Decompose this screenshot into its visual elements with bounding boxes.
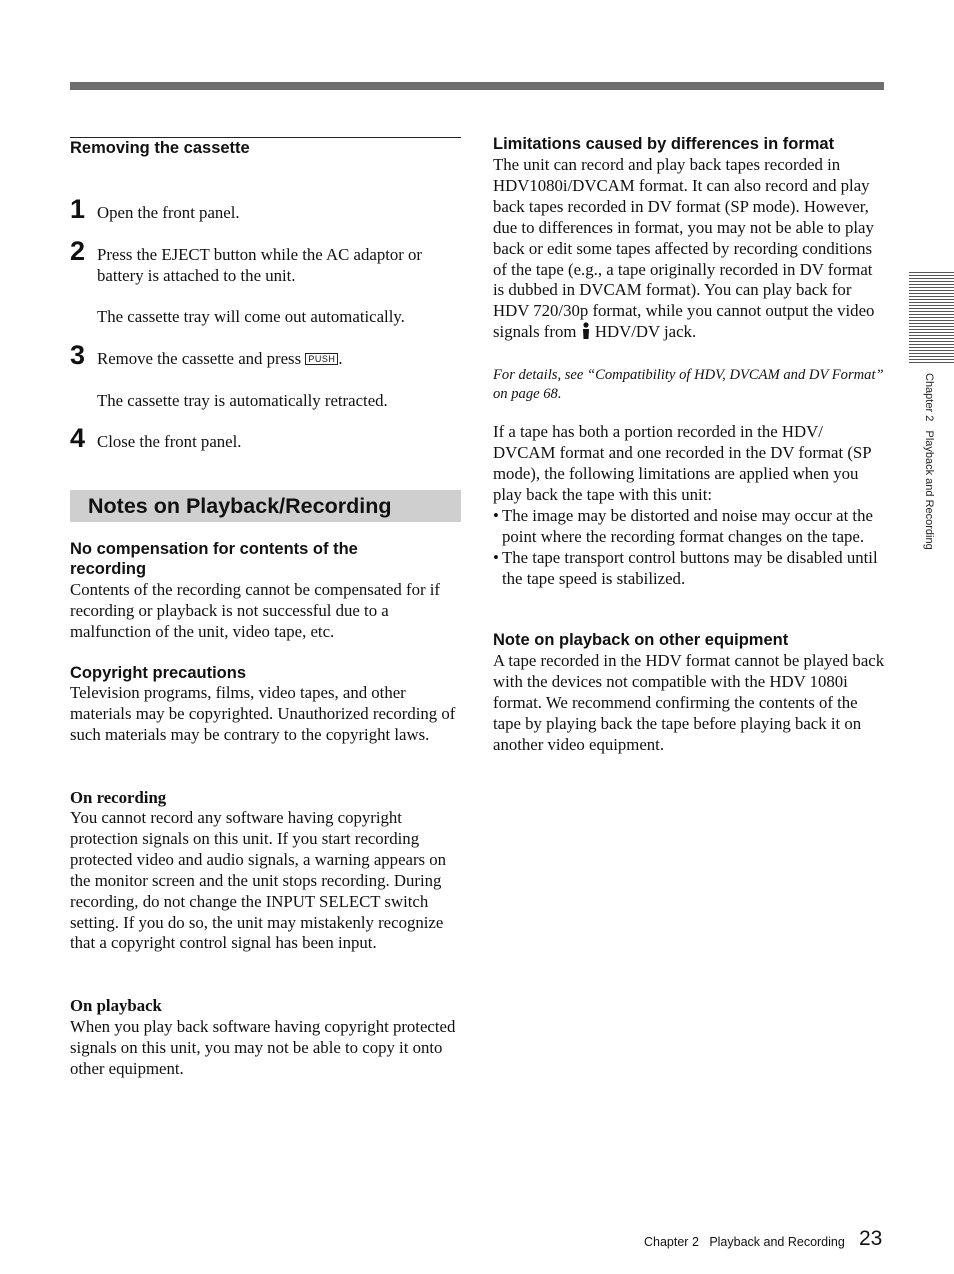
list-item: [493, 506, 878, 548]
bullet-icon: •: [493, 506, 499, 525]
limitations-text: [493, 155, 885, 343]
notes-section-title: Notes on Playback/Recording: [88, 494, 392, 518]
page-number: 23: [859, 1227, 883, 1250]
chapter-tab-stripes: [909, 272, 954, 364]
bullet-text-2: The tape transport control buttons may be disabled until the tape speed is stabilized.: [502, 547, 878, 588]
other-equipment-text: A tape recorded in the HDV format cannot be played back with the devices not compatible with the HDV 1080i format. We recommend confirming the contents of the tape by playing back the tape before playing back it on another video equipment.: [493, 651, 885, 754]
step-3-text-before: Remove the cassette and press: [97, 349, 302, 368]
on-playback-heading: On playback: [70, 996, 162, 1015]
step-number-3: 3: [70, 340, 86, 370]
limitations-heading: Limitations caused by differences in format: [493, 135, 835, 153]
limitations-text-part-1: The unit can record and play back tapes recorded in HDV1080i/DVCAM format. It can also record and play back tapes recorded in DV format (SP mode). However, due to differences in format, you may not be able to play back or edit some tapes affected by recording conditions of the tape (e.g., a tape originally recorded in DV format is dubbed in DVCAM format). You can play back for HDV 720/30p format, while you cannot output the video signals from: [493, 155, 875, 342]
on-recording-heading: On recording: [70, 788, 167, 807]
limitations-reference: For details, see “Compatibility of HDV, DVCAM and DV Format” on page 68.: [493, 367, 884, 402]
chapter-side-tab: Chapter 2 Playback and Recording: [923, 373, 935, 550]
mixed-format-text: If a tape has both a portion recorded in the HDV/ DVCAM format and one recorded in the DV format (SP mode), the following limitations are applied when you play back the tape with this unit:: [493, 422, 871, 504]
i-link-icon: [581, 322, 591, 340]
copyright-heading: Copyright precautions: [70, 664, 247, 682]
on-recording-text: You cannot record any software having copyright protection signals on this unit. If you start recording protected video and audio signals, a warning appears on the monitor screen and the unit stops recording. During recording, do not change the INPUT SELECT switch setting. If you do so, the unit may mistakenly recognize that a copyright control signal has been input.: [70, 808, 447, 953]
step-number-2: 2: [70, 236, 86, 266]
copyright-text: Television programs, films, video tapes, and other materials may be copyrighted. Unauthorized recording of such materials may be contrary to the copyright laws.: [70, 683, 456, 744]
on-playback-text: When you play back software having copyright protected signals on this unit, you may not be able to copy it onto other equipment.: [70, 1017, 456, 1078]
step-3-text-after: .: [338, 349, 343, 368]
limitations-text-part-2: HDV/DV jack.: [594, 322, 697, 342]
notes-section-banner: [70, 490, 461, 522]
step-2-note: The cassette tray will come out automatically.: [97, 307, 405, 326]
step-3-note: The cassette tray is automatically retracted.: [97, 391, 388, 410]
bullet-text-1: The image may be distorted and noise may occur at the point where the recording format changes on the tape.: [502, 506, 873, 546]
push-button-symbol: PUSH: [305, 353, 338, 365]
bullet-icon: •: [493, 547, 499, 567]
step-number-1: 1: [70, 194, 86, 224]
step-number-4: 4: [70, 423, 86, 453]
step-1-text: Open the front panel.: [97, 203, 240, 222]
step-2-text: Press the EJECT button while the AC adaptor or battery is attached to the unit.: [97, 245, 423, 285]
footer-chapter-label: Chapter 2 Playback and Recording: [644, 1235, 845, 1249]
list-item: [493, 548, 878, 590]
removing-cassette-heading: Removing the cassette: [70, 139, 250, 157]
top-rule: [70, 82, 884, 90]
no-compensation-heading: No compensation for contents of the recording: [70, 540, 358, 578]
no-compensation-text: Contents of the recording cannot be compensated for if recording or playback is not successful due to a malfunction of the unit, video tape, etc.: [70, 580, 440, 641]
limitations-bullet-list: [493, 506, 878, 590]
other-equipment-heading: Note on playback on other equipment: [493, 631, 789, 649]
step-4-text: Close the front panel.: [97, 432, 242, 451]
step-3-text: [97, 349, 457, 370]
